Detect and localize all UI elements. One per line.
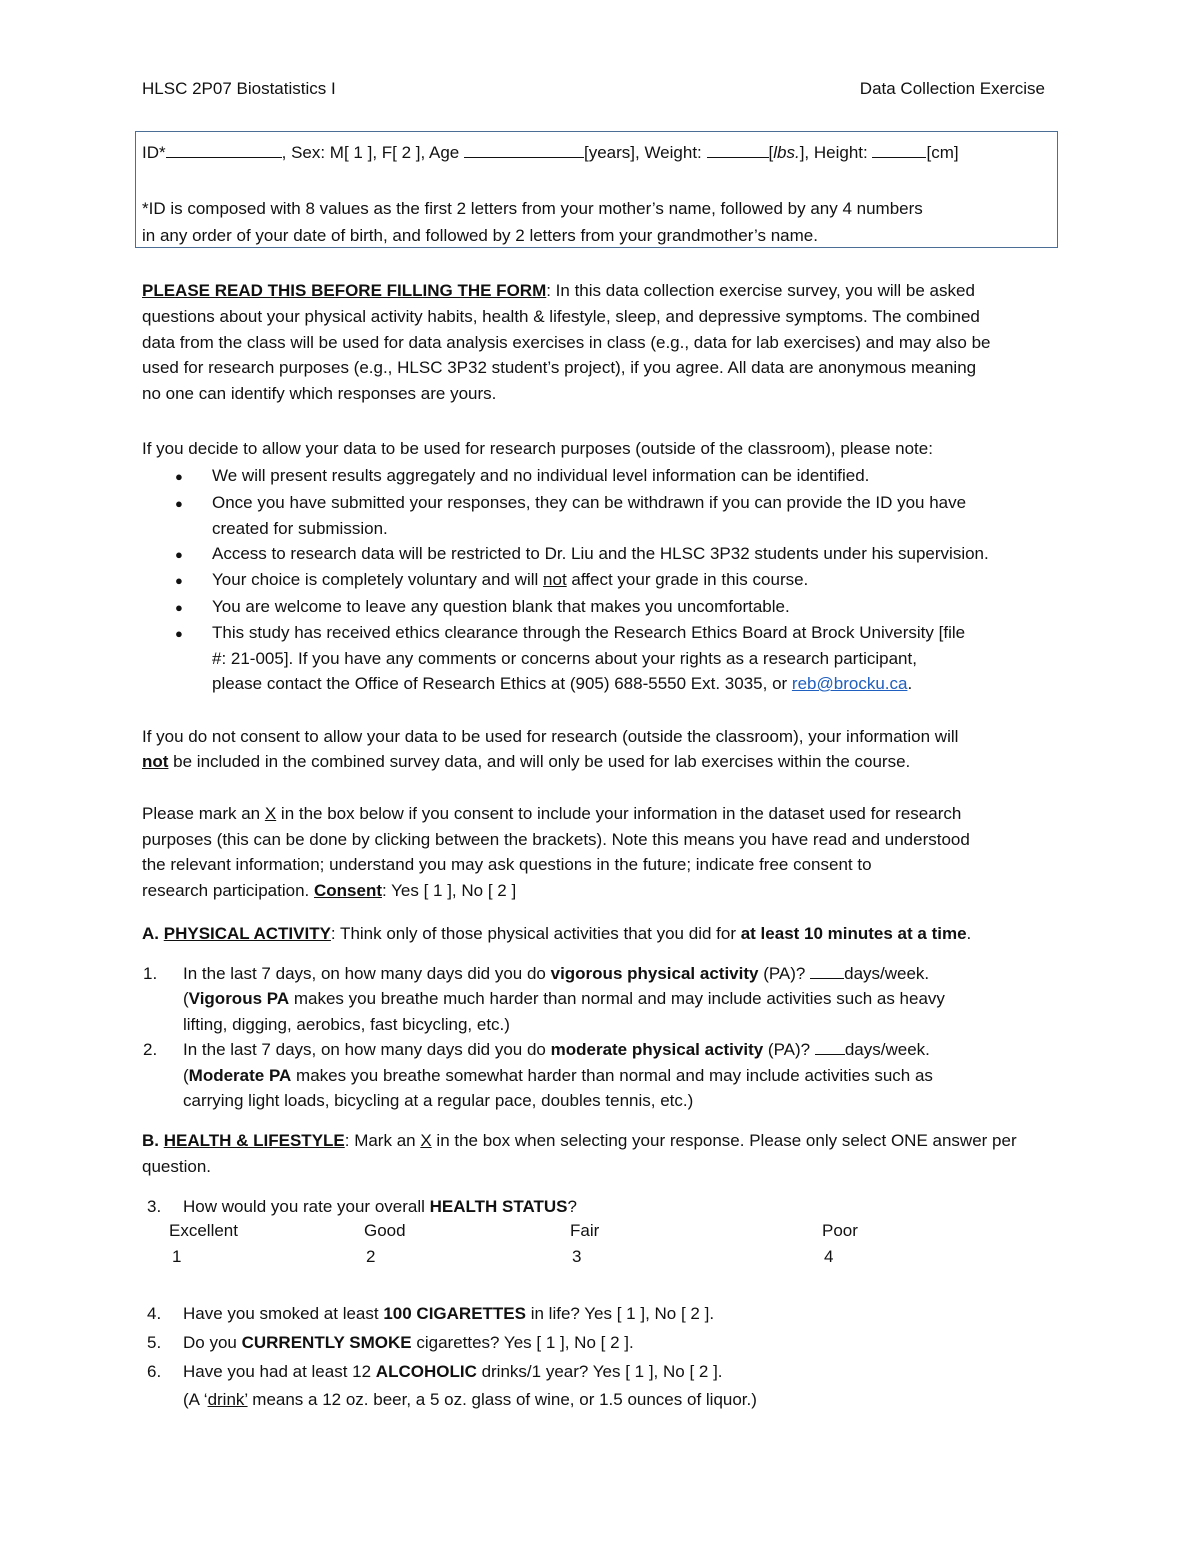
weight-field[interactable] bbox=[707, 143, 769, 158]
cm-unit: [cm] bbox=[926, 143, 959, 162]
q4-options[interactable]: in life? Yes [ 1 ], No [ 2 ]. bbox=[525, 1304, 715, 1323]
section-b-line2: question. bbox=[142, 1157, 211, 1176]
section-b-pre: : Mark an bbox=[344, 1131, 421, 1150]
q2-l2-bold: Moderate PA bbox=[188, 1066, 292, 1085]
section-a-rest: : Think only of those physical activities that you did for bbox=[330, 924, 741, 943]
section-b-title: HEALTH & LIFESTYLE bbox=[163, 1131, 345, 1150]
q2-number: 2. bbox=[143, 1040, 158, 1059]
q5-bold: CURRENTLY SMOKE bbox=[241, 1333, 412, 1352]
q4-line bbox=[183, 1304, 714, 1324]
consent-line1 bbox=[142, 804, 961, 824]
b6-end: . bbox=[907, 674, 913, 693]
q6-l2-pre: (A ‘ bbox=[183, 1390, 208, 1409]
document-title: Data Collection Exercise bbox=[859, 79, 1045, 98]
q3-line bbox=[183, 1197, 577, 1217]
b4-pre: Your choice is completely voluntary and will bbox=[212, 570, 544, 589]
research-bullet-6b: #: 21-005]. If you have any comments or concerns about your rights as a research participant, bbox=[212, 649, 917, 668]
consent-label: Consent bbox=[313, 881, 382, 900]
noconsent-rest: be included in the combined survey data, and will only be used for lab exercises within the course. bbox=[168, 752, 911, 771]
age-field[interactable] bbox=[464, 143, 584, 158]
id-field[interactable] bbox=[166, 143, 282, 158]
q1-paren: ( bbox=[183, 989, 189, 1008]
q1-l2-bold: Vigorous PA bbox=[188, 989, 290, 1008]
bullet-icon: ● bbox=[175, 573, 183, 588]
intro-line3: data from the class will be used for data analysis exercises in class (e.g., data for lab exercises) and may also be bbox=[142, 333, 991, 352]
research-bullet-5: You are welcome to leave any question blank that makes you uncomfortable. bbox=[212, 597, 790, 616]
section-a-bold: at least 10 minutes at a time bbox=[740, 924, 967, 943]
id-fields-line bbox=[142, 143, 959, 163]
id-note-line2: in any order of your date of birth, and followed by 2 letters from your grandmother’s name. bbox=[142, 226, 818, 245]
section-a-end: . bbox=[966, 924, 972, 943]
q5-options[interactable]: cigarettes? Yes [ 1 ], No [ 2 ]. bbox=[411, 1333, 634, 1352]
q2-l2-rest: makes you breathe somewhat harder than normal and may include activities such as bbox=[291, 1066, 933, 1085]
scale-value-3[interactable]: 3 bbox=[572, 1247, 582, 1266]
bullet-icon: ● bbox=[175, 547, 183, 562]
q3-number: 3. bbox=[147, 1197, 162, 1216]
q3-end: ? bbox=[567, 1197, 577, 1216]
q1-number: 1. bbox=[143, 964, 158, 983]
q6-number: 6. bbox=[147, 1362, 162, 1381]
q1-l2-rest: makes you breathe much harder than normal and may include activities such as heavy bbox=[289, 989, 945, 1008]
q2-post: (PA)? bbox=[763, 1040, 815, 1059]
q1-line2 bbox=[183, 989, 945, 1009]
q6-l2-drink: drink’ bbox=[207, 1390, 248, 1409]
research-lead: If you decide to allow your data to be used for research purposes (outside of the classroom), please note: bbox=[142, 439, 933, 458]
q1-bold: vigorous physical activity bbox=[550, 964, 759, 983]
bullet-icon: ● bbox=[175, 496, 183, 511]
noconsent-line2 bbox=[142, 752, 910, 772]
section-b-heading bbox=[142, 1131, 1017, 1151]
q4-number: 4. bbox=[147, 1304, 162, 1323]
q2-days-field[interactable] bbox=[815, 1040, 845, 1055]
q1-line1 bbox=[183, 964, 929, 984]
course-title: HLSC 2P07 Biostatistics I bbox=[142, 79, 336, 98]
q4-pre: Have you smoked at least bbox=[183, 1304, 384, 1323]
scale-value-2[interactable]: 2 bbox=[366, 1247, 376, 1266]
intro-heading: PLEASE READ THIS BEFORE FILLING THE FORM bbox=[142, 281, 547, 300]
scale-value-4[interactable]: 4 bbox=[824, 1247, 834, 1266]
consent-x: X bbox=[264, 804, 277, 823]
section-b-post: in the box when selecting your response. Please only select ONE answer per bbox=[431, 1131, 1017, 1150]
q1-unit: days/week. bbox=[844, 964, 930, 983]
section-a-letter: A. bbox=[142, 924, 159, 943]
q6-pre: Have you had at least 12 bbox=[183, 1362, 376, 1381]
q2-pre: In the last 7 days, on how many days did you do bbox=[183, 1040, 551, 1059]
research-bullet-6a: This study has received ethics clearance through the Research Ethics Board at Brock University [file bbox=[212, 623, 966, 642]
id-note-line1: *ID is composed with 8 values as the first 2 letters from your mother’s name, followed by any 4 numbers bbox=[142, 199, 923, 218]
consent-line2: purposes (this can be done by clicking between the brackets). Note this means you have read and understood bbox=[142, 830, 970, 849]
consent-pre: Please mark an bbox=[142, 804, 265, 823]
consent-line4 bbox=[142, 881, 516, 901]
scale-label-good: Good bbox=[364, 1221, 406, 1240]
scale-label-fair: Fair bbox=[570, 1221, 600, 1240]
bullet-icon: ● bbox=[175, 600, 183, 615]
q6-options[interactable]: drinks/1 year? Yes [ 1 ], No [ 2 ]. bbox=[476, 1362, 723, 1381]
section-b-letter: B. bbox=[142, 1131, 159, 1150]
bullet-icon: ● bbox=[175, 469, 183, 484]
consent-options[interactable]: : Yes [ 1 ], No [ 2 ] bbox=[381, 881, 517, 900]
scale-label-poor: Poor bbox=[822, 1221, 858, 1240]
email-link[interactable]: reb@brocku.ca bbox=[791, 674, 908, 693]
id-label: ID* bbox=[142, 143, 166, 162]
q6-line2 bbox=[183, 1390, 757, 1410]
lbs-open: [ bbox=[768, 143, 774, 162]
q1-post: (PA)? bbox=[758, 964, 811, 983]
consent-research-text: research participation. bbox=[142, 881, 314, 900]
intro-line5: no one can identify which responses are yours. bbox=[142, 384, 497, 403]
consent-line3: the relevant information; understand you may ask questions in the future; indicate free consent to bbox=[142, 855, 872, 874]
intro-line1 bbox=[142, 281, 975, 301]
noconsent-line1: If you do not consent to allow your data to be used for research (outside the classroom), your information will bbox=[142, 727, 959, 746]
b4-not: not bbox=[543, 570, 567, 589]
scale-label-excellent: Excellent bbox=[169, 1221, 238, 1240]
section-a-title: PHYSICAL ACTIVITY bbox=[163, 924, 331, 943]
q5-line bbox=[183, 1333, 634, 1353]
bullet-icon: ● bbox=[175, 626, 183, 641]
height-label: ], Height: bbox=[799, 143, 873, 162]
b6-text: please contact the Office of Research Ethics at (905) 688-5550 Ext. 3035, or bbox=[212, 674, 792, 693]
q4-bold: 100 CIGARETTES bbox=[383, 1304, 526, 1323]
q2-line2 bbox=[183, 1066, 933, 1086]
lbs-unit: lbs. bbox=[773, 143, 800, 162]
q5-number: 5. bbox=[147, 1333, 162, 1352]
q3-bold: HEALTH STATUS bbox=[429, 1197, 568, 1216]
q1-pre: In the last 7 days, on how many days did you do bbox=[183, 964, 551, 983]
q2-line1 bbox=[183, 1040, 930, 1060]
b4-post: affect your grade in this course. bbox=[566, 570, 809, 589]
height-field[interactable] bbox=[872, 143, 926, 158]
section-b-x: X bbox=[420, 1131, 432, 1150]
years-weight-label: [years], Weight: bbox=[583, 143, 707, 162]
q1-days-field[interactable] bbox=[810, 964, 844, 979]
section-a-heading bbox=[142, 924, 971, 944]
noconsent-not: not bbox=[142, 752, 169, 771]
research-bullet-4 bbox=[212, 570, 808, 590]
scale-value-1[interactable]: 1 bbox=[172, 1247, 182, 1266]
research-bullet-3: Access to research data will be restricted to Dr. Liu and the HLSC 3P32 students under his supervision. bbox=[212, 544, 989, 563]
research-bullet-6c bbox=[212, 674, 912, 694]
sex-age-label: , Sex: M[ 1 ], F[ 2 ], Age bbox=[281, 143, 464, 162]
q6-l2-post: means a 12 oz. beer, a 5 oz. glass of wine, or 1.5 ounces of liquor.) bbox=[247, 1390, 757, 1409]
research-bullet-2a: Once you have submitted your responses, they can be withdrawn if you can provide the ID you have bbox=[212, 493, 967, 512]
q1-line3: lifting, digging, aerobics, fast bicycling, etc.) bbox=[183, 1015, 510, 1034]
q6-line bbox=[183, 1362, 723, 1382]
q2-bold: moderate physical activity bbox=[550, 1040, 764, 1059]
research-bullet-1: We will present results aggregately and no individual level information can be identified. bbox=[212, 466, 870, 485]
q6-bold: ALCOHOLIC bbox=[375, 1362, 477, 1381]
q5-pre: Do you bbox=[183, 1333, 242, 1352]
intro-line4: used for research purposes (e.g., HLSC 3P32 student’s project), if you agree. All data are anonymous meaning bbox=[142, 358, 977, 377]
q2-line3: carrying light loads, bicycling at a regular pace, doubles tennis, etc.) bbox=[183, 1091, 694, 1110]
intro-line1-text: : In this data collection exercise survey, you will be asked bbox=[546, 281, 975, 300]
consent-post: in the box below if you consent to include your information in the dataset used for research bbox=[276, 804, 962, 823]
q2-paren: ( bbox=[183, 1066, 189, 1085]
q2-unit: days/week. bbox=[844, 1040, 930, 1059]
q3-pre: How would you rate your overall bbox=[183, 1197, 430, 1216]
intro-line2: questions about your physical activity habits, health & lifestyle, sleep, and depressive symptoms. The combined bbox=[142, 307, 980, 326]
research-bullet-2b: created for submission. bbox=[212, 519, 388, 538]
